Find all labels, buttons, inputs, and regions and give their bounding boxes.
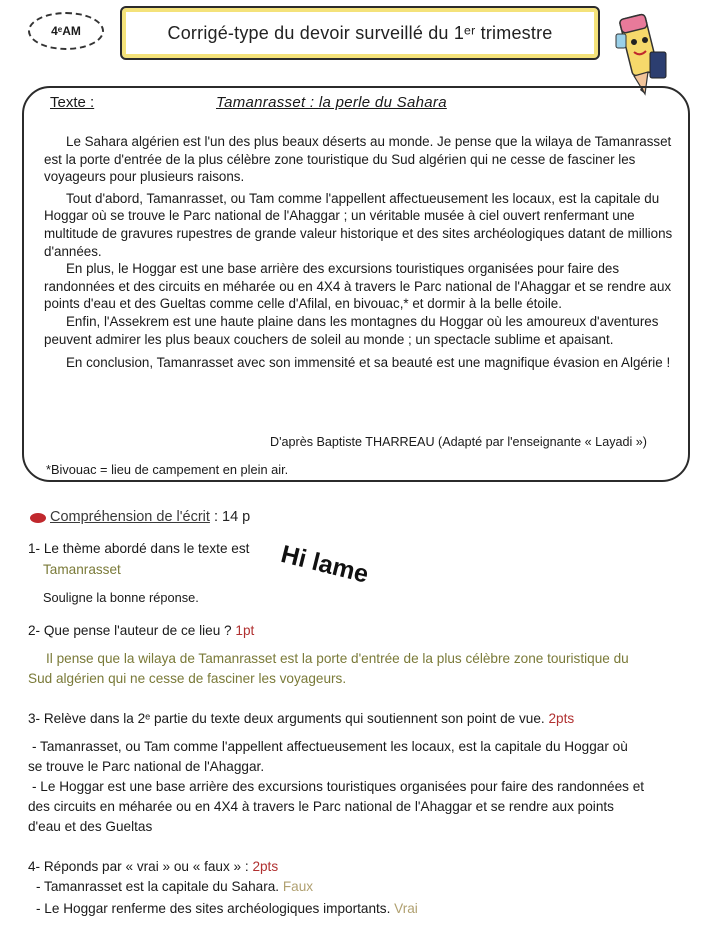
question-4 [28,859,278,874]
question-3 [28,711,574,726]
section-heading [50,509,250,525]
answer-1: Tamanrasset [43,562,121,577]
document-title [120,6,600,60]
true-false-item-1-answer: Faux [282,879,314,894]
paragraph-1: Le Sahara algérien est l'un des plus beaux déserts au monde. Je pense que la wilaya de Tamanrasset est la porte d'entrée de la plus célèbre zone touristique du Sud algérien qui ne cesse de fasciner les voyageurs pour plusieurs raisons. [44,134,672,185]
level-text: 4ᵉAM [51,24,81,38]
answer-3-arg2-line2: des circuits en méharée ou en 4X4 à travers le Parc national de l'Ahaggar et se rendre aux points [28,799,614,814]
answer-3-arg2-line1: - Le Hoggar est une base arrière des excursions touristiques organisées pour faire des randonnées et [32,779,645,794]
question-3-text: 3- Relève dans la 2ᵉ partie du texte deux arguments qui soutiennent son point de vue. [28,711,545,726]
answer-3-arg1-line1: - Tamanrasset, ou Tam comme l'appellent affectueusement les locaux, est la capitale du Hoggar où [32,739,628,754]
text-title: Tamanrasset : la perle du Sahara [216,94,447,111]
level-badge [28,12,104,50]
section-heading-text: Compréhension de l'écrit [50,509,210,525]
answer-2 [28,649,708,689]
section-number-icon [30,513,46,523]
answer-3-arg1-line2: se trouve le Parc national de l'Ahaggar. [28,759,265,774]
true-false-item-1-text: - Tamanrasset est la capitale du Sahara. [36,879,280,894]
paragraph-2: Tout d'abord, Tamanrasset, ou Tam comme l'appellent affectueusement les locaux, est la capitale du Hoggar où se trouve le Parc national de l'Ahaggar ; un véritable musée à ciel ouvert renfermant une multitude de gravures rupestres de grande valeur historique et des sites archéologiques datant de millions d'années. [44,190,673,259]
answer-2-line2: Sud algérien qui ne cesse de fasciner les voyageurs. [28,671,347,686]
question-4-text: 4- Réponds par « vrai » ou « faux » : [28,859,249,874]
question-2 [28,623,254,638]
true-false-item-1 [36,879,313,894]
question-4-points: 2pts [252,859,279,874]
answer-2-line1: Il pense que la wilaya de Tamanrasset est la porte d'entrée de la plus célèbre zone touristique du [46,651,629,666]
overlay-stamp: Hi lame [278,540,372,589]
answer-3 [28,737,712,837]
question-1: 1- Le thème abordé dans le texte est [28,541,250,556]
paragraph-3: En plus, le Hoggar est une base arrière des excursions touristiques organisées pour faire des randonnées et des circuits en méharée ou en 4X4 à travers le Parc national de l'Ahaggar et se rendre aux points d'eau et des Gueltas comme celle d'Afilal, en bivouac,* et dormir à la belle étoile. [44,261,672,312]
title-text: Corrigé-type du devoir surveillé du 1ᵉʳ trimestre [167,22,553,43]
question-2-points: 1pt [235,623,255,638]
question-3-points: 2pts [548,711,575,726]
paragraph-4: Enfin, l'Assekrem est une haute plaine dans les montagnes du Hoggar où les amoureux d'aventures peuvent admirer les plus beaux couchers de soleil au monde ; un spectacle sublime et apaisant. [44,313,659,347]
true-false-item-2 [36,901,418,916]
reading-passage [44,133,680,376]
true-false-item-2-text: - Le Hoggar renferme des sites archéologiques importants. [36,901,391,916]
footnote: *Bivouac = lieu de campement en plein air. [46,462,289,477]
answer-3-arg2-line3: d'eau et des Gueltas [28,819,153,834]
question-2-text: 2- Que pense l'auteur de ce lieu ? [28,623,232,638]
paragraph-5: En conclusion, Tamanrasset avec son immensité et sa beauté est une magnifique évasion en Algérie ! [66,355,671,371]
section-points: : 14 p [213,509,251,525]
attribution: D'après Baptiste THARREAU (Adapté par l'enseignante « Layadi ») [270,435,647,449]
instruction-1: Souligne la bonne réponse. [43,590,199,605]
true-false-item-2-answer: Vrai [394,901,418,916]
text-label: Texte : [50,94,95,111]
